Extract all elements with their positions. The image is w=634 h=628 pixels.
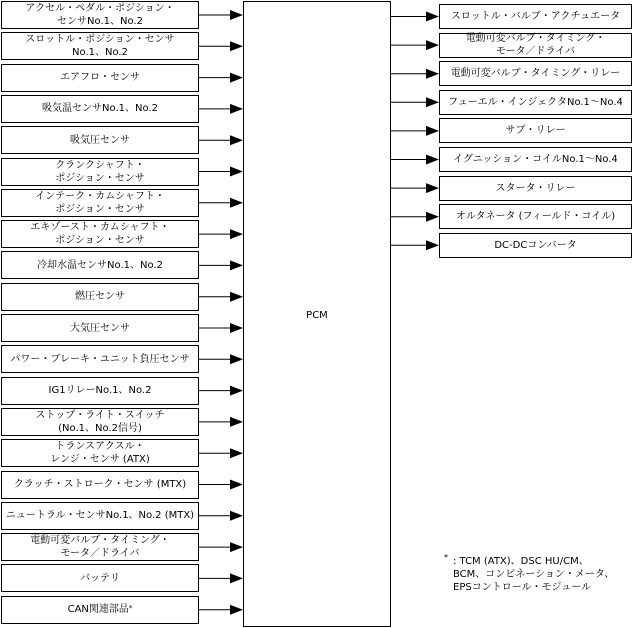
input-arrow (230, 386, 243, 396)
input-arrow (230, 104, 243, 114)
input-label: インテーク・カムシャフト・ ポジション・センサ (35, 190, 165, 215)
input-box (1, 314, 199, 342)
output-box (439, 90, 632, 115)
input-arrow (230, 448, 243, 458)
input-label: パワー・ブレーキ・ユニット負圧センサ (10, 353, 190, 365)
output-box (439, 61, 632, 86)
input-arrow (230, 198, 243, 208)
input-label: 燃圧センサ (75, 291, 125, 303)
input-arrow (230, 229, 243, 239)
output-label: イグニッション・コイルNo.1～No.4 (453, 154, 618, 165)
output-label: スロットル・バルブ・アクチュエータ (450, 11, 621, 22)
input-box (1, 283, 199, 311)
input-label: ニュートラル・センサNo.1、No.2 (MTX) (5, 510, 195, 522)
input-arrow (230, 511, 243, 521)
footnote-mark: * (444, 553, 448, 562)
input-box (1, 564, 199, 592)
input-box (1, 439, 199, 467)
input-label: 冷却水温センサNo.1、No.2 (37, 259, 163, 271)
output-arrow (426, 12, 439, 22)
output-arrow (426, 69, 439, 79)
input-box (1, 533, 199, 561)
input-box (1, 64, 199, 92)
output-arrow (426, 40, 439, 50)
output-arrow (426, 97, 439, 107)
input-arrow (230, 167, 243, 177)
output-arrow (426, 126, 439, 136)
input-arrow (230, 542, 243, 552)
output-box (439, 233, 632, 258)
output-box (439, 118, 632, 143)
input-label: ストップ・ライト・スイッチ (No.1、No.2信号) (35, 409, 165, 434)
input-box (1, 502, 199, 530)
input-label: エキゾースト・カムシャフト・ ポジション・センサ (30, 222, 170, 247)
output-label: オルタネータ (フィールド・コイル) (455, 211, 616, 223)
input-box (1, 377, 199, 405)
input-arrow (230, 135, 243, 145)
output-box (439, 147, 632, 172)
input-box (1, 345, 199, 373)
input-label: アクセル・ペダル・ポジション・ センサNo.1、No.2 (25, 3, 175, 27)
footnote-text: : TCM (ATX)、DSC HU/CM、 BCM、コンビネーション・メータ、 EPSコントロール・モジュール (453, 556, 615, 593)
input-arrow (230, 292, 243, 302)
output-label: サブ・リレー (505, 125, 566, 137)
input-box (1, 32, 199, 60)
output-arrow (426, 212, 439, 222)
input-label: クラッチ・ストローク・センサ (MTX) (13, 479, 187, 490)
input-arrow (230, 41, 243, 51)
input-box (1, 189, 199, 217)
input-label: 電動可変バルブ・タイミング・ モータ／ドライバ (30, 535, 170, 560)
pcm-block (243, 1, 391, 627)
output-label: 電動可変バルブ・タイミング・ モータ／ドライバ (465, 33, 606, 58)
input-arrow (230, 480, 243, 490)
input-label: 大気圧センサ (70, 322, 130, 334)
input-arrow (230, 354, 243, 364)
input-box (1, 95, 199, 123)
output-box (439, 176, 632, 201)
input-label: IG1リレーNo.1、No.2 (48, 385, 152, 397)
input-label: トランスアクスル・ レンジ・センサ (ATX) (50, 441, 150, 466)
input-label: エアフロ・センサ (60, 72, 140, 84)
input-box: CAN関連部品 * (1, 596, 199, 624)
input-arrow (230, 10, 243, 20)
input-box (1, 471, 199, 499)
output-label: スタータ・リレー (495, 182, 576, 194)
input-box (1, 251, 199, 279)
pcm-label: PCM (306, 310, 328, 321)
output-label: DC-DCコンバータ (494, 239, 577, 251)
input-arrow (230, 573, 243, 583)
output-label: 電動可変バルブ・タイミング・リレー (450, 68, 621, 80)
input-arrow (230, 417, 243, 427)
output-arrow (426, 183, 439, 193)
output-box (439, 4, 632, 29)
input-box (1, 220, 199, 248)
input-arrow (230, 605, 243, 615)
input-label: 吸気温センサNo.1、No.2 (42, 103, 158, 115)
footnote (444, 555, 614, 594)
input-label: CAN関連部品 (67, 604, 129, 616)
input-arrow (230, 73, 243, 83)
input-box (1, 158, 199, 186)
output-arrow (426, 240, 439, 250)
input-label: クランクシャフト・ ポジション・センサ (55, 159, 145, 184)
input-box (1, 1, 199, 29)
output-arrow (426, 155, 439, 165)
output-box (439, 204, 632, 229)
input-arrow (230, 260, 243, 270)
input-label: 吸気圧センサ (70, 134, 130, 146)
output-box (439, 33, 632, 58)
input-box (1, 126, 199, 154)
input-box (1, 408, 199, 436)
input-label: スロットル・ポジション・センサ No.1、No.2 (25, 34, 175, 59)
output-label: フューエル・インジェクタNo.1～No.4 (448, 96, 623, 108)
input-label: バッテリ (80, 572, 120, 584)
input-arrow (230, 323, 243, 333)
